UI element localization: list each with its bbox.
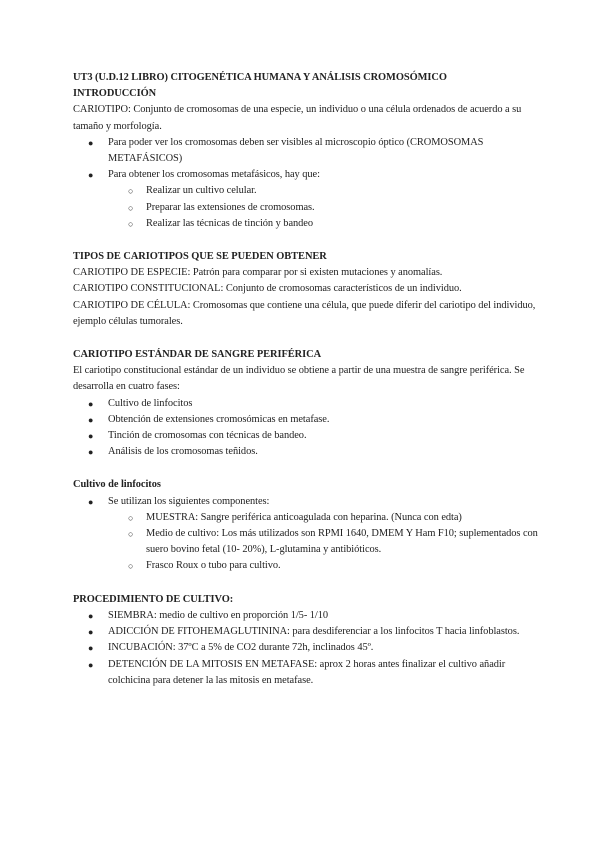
list-item: ● Se utilizan los siguientes componentes:: [73, 494, 543, 510]
list-item: ● Para poder ver los cromosomas deben ser visibles al microscopio óptico (CROMOSOMAS METAFÁSICOS): [88, 136, 484, 165]
list-item: ● ADICCIÓN DE FITOHEMAGLUTININA: para desdiferenciar a los linfocitos T hacia linfoblastos.: [73, 624, 543, 640]
document-page: [73, 70, 543, 689]
bullet-circle-icon: ○: [128, 512, 134, 523]
list-item: ● Para obtener los cromosomas metafásicos, hay que:: [73, 167, 543, 183]
list-item: ● Cultivo de linfocitos: [73, 396, 543, 412]
sub-list-item: ○ Realizar un cultivo celular.: [73, 183, 543, 199]
list-item: ● DETENCIÓN DE LA MITOSIS EN METAFASE: aprox 2 horas antes finalizar el cultivo añadir colchicina para detener la las mitosis en metafase.: [88, 658, 506, 686]
section-heading-procedimiento: PROCEDIMIENTO DE CULTIVO:: [73, 593, 234, 605]
list-item: ● INCUBACIÓN: 37ºC a 5% de CO2 durante 72h, inclinados 45º.: [73, 640, 543, 656]
sub-list-item: ○ Frasco Roux o tubo para cultivo.: [73, 558, 543, 574]
bullet-circle-icon: ○: [128, 202, 134, 213]
bullet-circle-icon: ○: [128, 561, 134, 572]
sub-list-item: ○ MUESTRA: Sangre periférica anticoagulada con heparina. (Nunca con edta): [73, 510, 543, 526]
section-heading-introduccion: INTRODUCCIÓN: [73, 88, 157, 100]
list-item: ● Análisis de los cromosomas teñidos.: [73, 444, 543, 460]
list-item: ● SIEMBRA: medio de cultivo en proporción 1/5- 1/10: [73, 608, 543, 624]
tipos-line: CARIOTIPO DE ESPECIE: Patrón para comparar por si existen mutaciones y anomalías.: [73, 267, 443, 279]
list-item: ● Obtención de extensiones cromosómicas en metafase.: [73, 412, 543, 428]
bullet-circle-icon: ○: [128, 218, 134, 229]
bullet-dot-icon: ●: [88, 627, 94, 638]
bullet-dot-icon: ●: [88, 659, 94, 670]
bullet-dot-icon: ●: [88, 496, 94, 507]
procedimiento-list: [73, 608, 543, 689]
bullet-dot-icon: ●: [88, 170, 94, 181]
cultivo-list: [73, 494, 543, 575]
section-heading-cultivo: Cultivo de linfocitos: [73, 479, 161, 491]
sub-list-item: ○ Preparar las extensiones de cromosomas.: [73, 200, 543, 216]
bullet-circle-icon: ○: [128, 186, 134, 197]
section-heading-estandar: CARIOTIPO ESTÁNDAR DE SANGRE PERIFÉRICA: [73, 349, 322, 361]
tipos-line: CARIOTIPO CONSTITUCIONAL: Conjunto de cromosomas característicos de un individuo.: [73, 283, 462, 295]
intro-paragraph: CARIOTIPO: Conjunto de cromosomas de una especie, un individuo o una célula ordenados de acuerdo a su tamaño y morfología.: [73, 104, 522, 132]
section-heading-tipos: TIPOS DE CARIOTIPOS QUE SE PUEDEN OBTENER: [73, 251, 327, 263]
tipos-line: CARIOTIPO DE CÉLULA: Cromosomas que contiene una célula, que puede diferir del cariotipo del individuo, ejemplo células tumorales.: [73, 299, 536, 327]
estandar-paragraph: El cariotipo constitucional estándar de un individuo se obtiene a partir de una muestra de sangre periférica. Se desarrolla en cuatro fases:: [73, 365, 525, 393]
sub-list-item: ○ Medio de cultivo: Los más utilizados son RPMI 1640, DMEM Y Ham F10; suplementados con suero bovino fetal (10- 20%), L-glutamina y antibióticos.: [128, 528, 538, 556]
bullet-dot-icon: ●: [88, 610, 94, 621]
bullet-dot-icon: ●: [88, 398, 94, 409]
intro-bullet-list: [73, 135, 543, 232]
bullet-dot-icon: ●: [88, 137, 94, 148]
bullet-dot-icon: ●: [88, 431, 94, 442]
bullet-dot-icon: ●: [88, 414, 94, 425]
bullet-dot-icon: ●: [88, 643, 94, 654]
document-title: UT3 (U.D.12 LIBRO) CITOGENÉTICA HUMANA Y ANÁLISIS CROMOSÓMICO: [73, 72, 447, 83]
sub-list-item: ○ Realizar las técnicas de tinción y bandeo: [73, 216, 543, 232]
bullet-circle-icon: ○: [128, 529, 134, 540]
fases-list: [73, 396, 543, 461]
bullet-dot-icon: ●: [88, 447, 94, 458]
list-item: ● Tinción de cromosomas con técnicas de bandeo.: [73, 428, 543, 444]
